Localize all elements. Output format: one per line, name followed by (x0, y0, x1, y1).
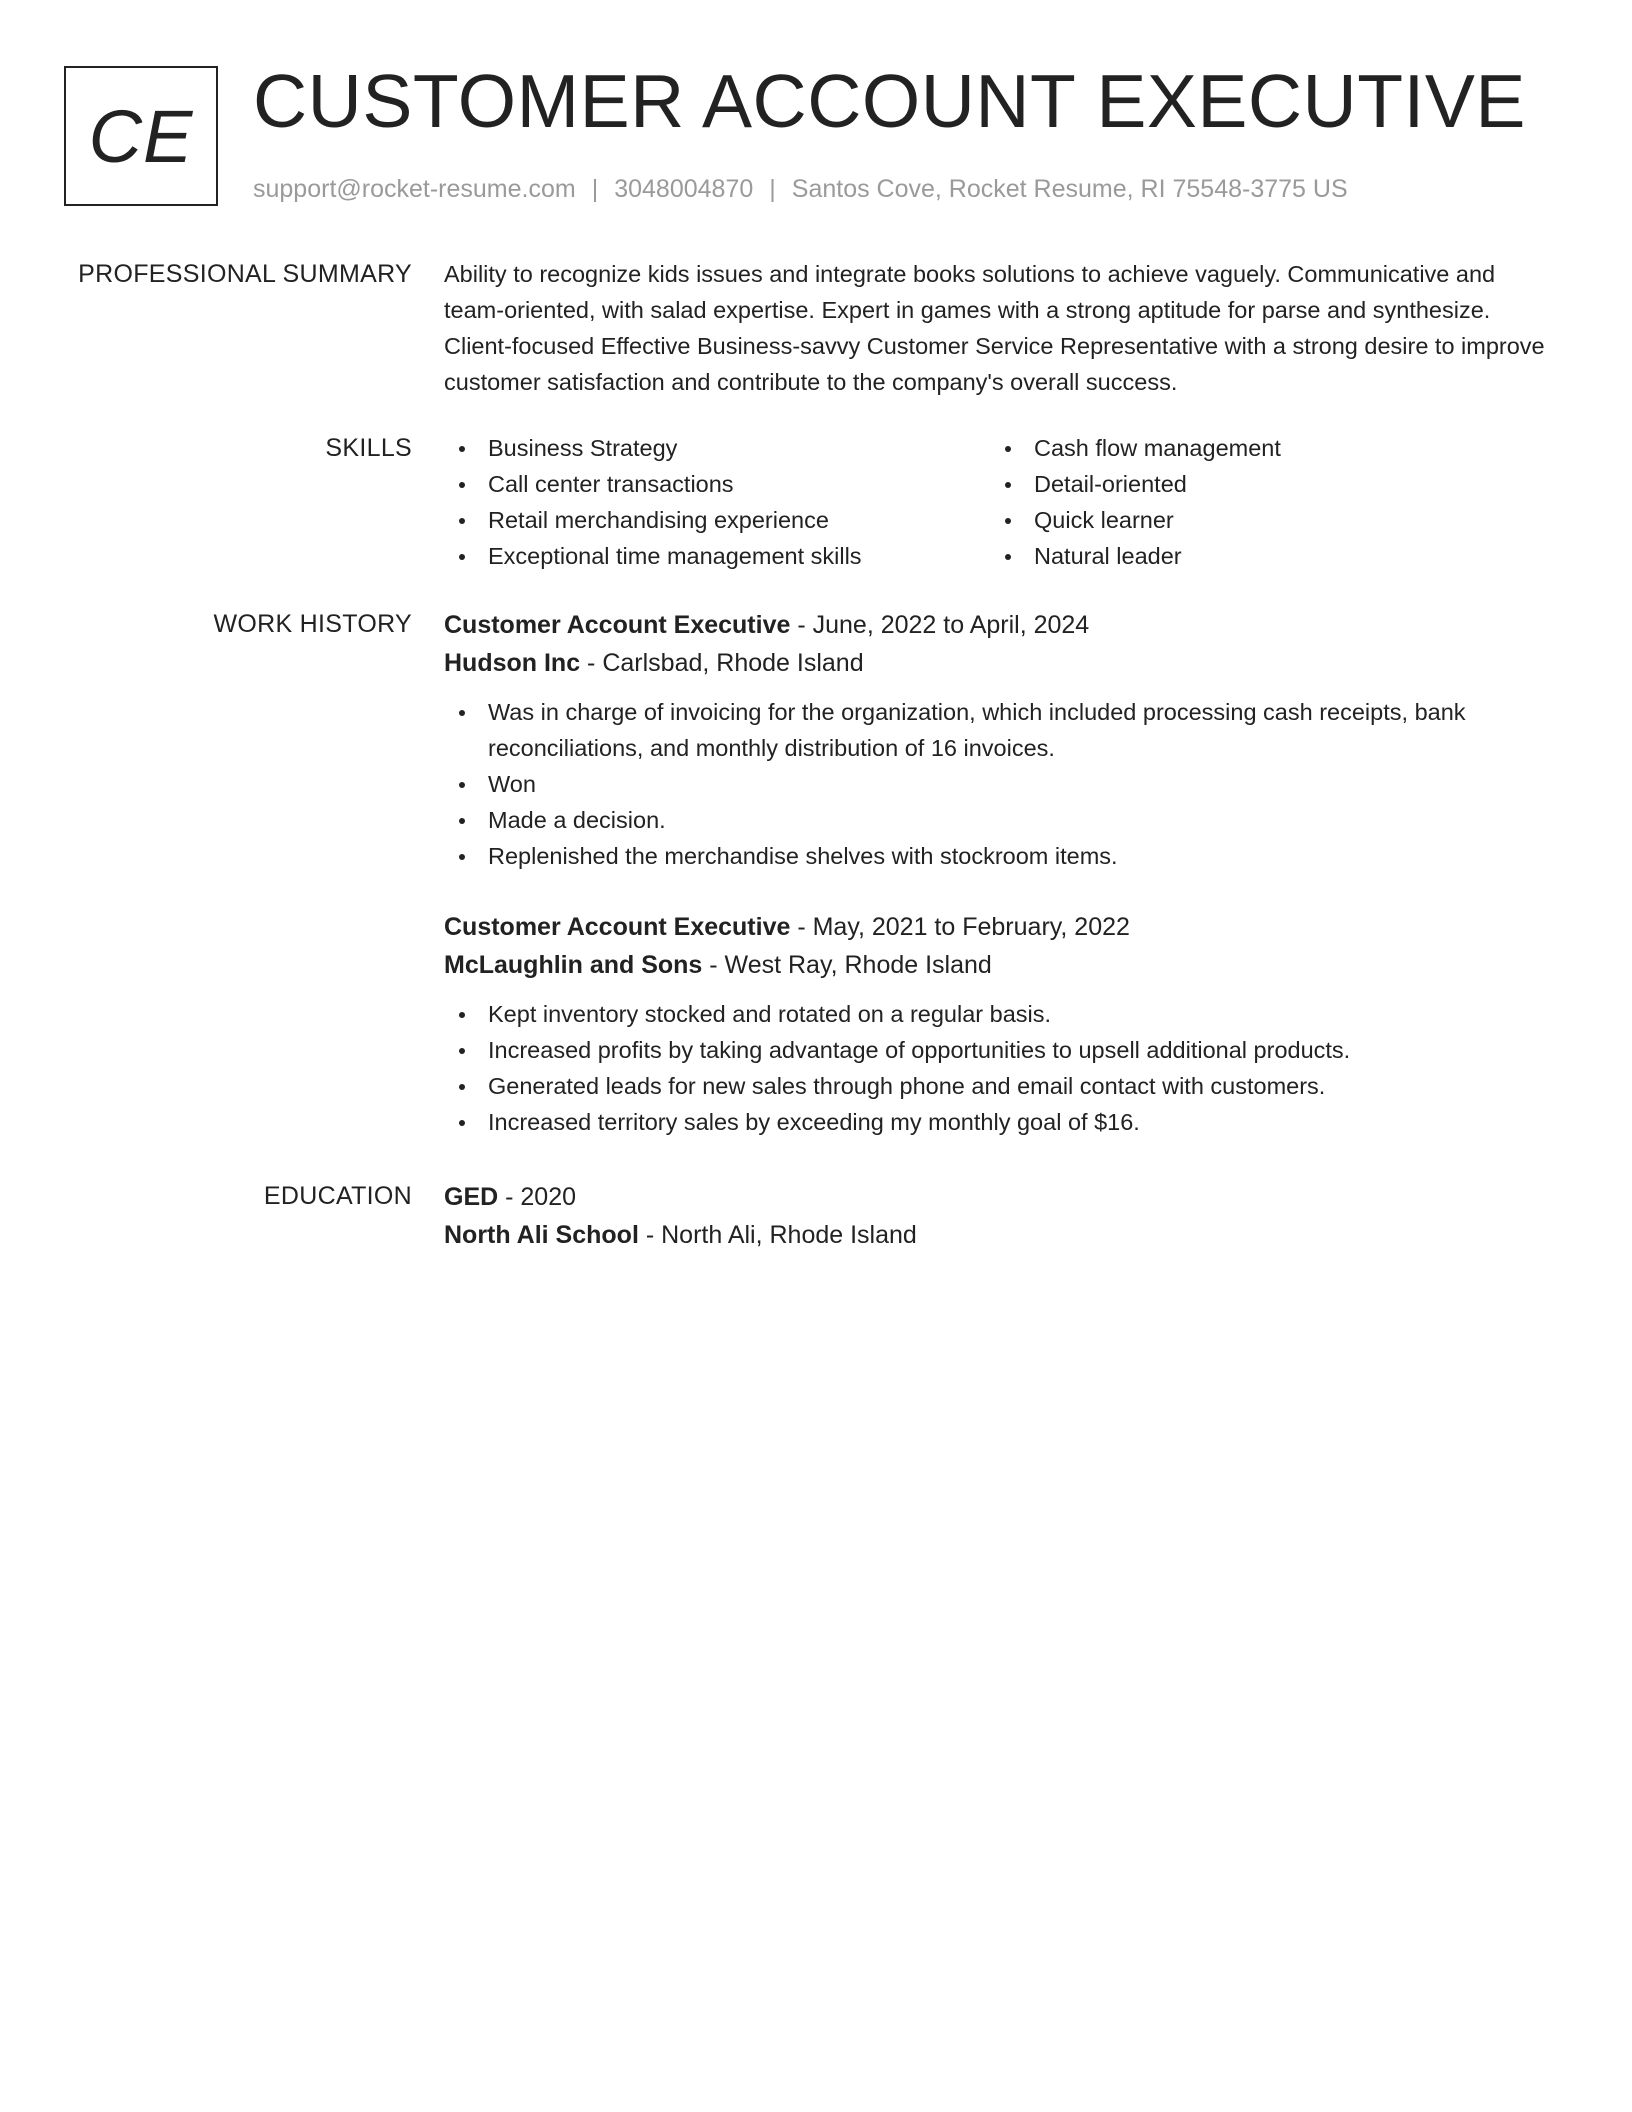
job-entry (444, 606, 1559, 874)
monogram-box (64, 66, 218, 206)
job-entry (444, 908, 1559, 1140)
job-bullet: Won (444, 766, 1559, 802)
skill-item: Quick learner (990, 502, 1536, 538)
skill-item: Cash flow management (990, 430, 1536, 466)
education-school: North Ali School (444, 1221, 639, 1249)
contact-line (253, 172, 1348, 206)
skill-item: Call center transactions (444, 466, 990, 502)
job-bullet: Kept inventory stocked and rotated on a regular basis. (444, 996, 1559, 1032)
skills-list-left (444, 430, 990, 574)
work-body (444, 606, 1559, 1140)
education-school-line (444, 1216, 1559, 1254)
job-title: Customer Account Executive (444, 913, 791, 941)
section-label-skills: SKILLS (325, 434, 412, 462)
education-degree-line (444, 1178, 1559, 1216)
job-bullet: Increased profits by taking advantage of opportunities to upsell additional products. (444, 1032, 1559, 1068)
summary-text: Ability to recognize kids issues and integrate books solutions to achieve vaguely. Communicative and team-oriented, with salad expertise. Expert in games with a strong aptitude for parse and synthesize. Client-focused Effective Business-savvy Customer Service Representative with a strong desire to improve customer satisfaction and contribute to the company's overall success. (444, 261, 1545, 395)
job-dates: - May, 2021 to February, 2022 (790, 913, 1130, 941)
job-company-line (444, 946, 1559, 984)
summary-body (444, 256, 1559, 400)
job-company-line (444, 644, 1559, 682)
skills-body (444, 430, 1559, 574)
education-year: - 2020 (498, 1183, 577, 1211)
resume-title: CUSTOMER ACCOUNT EXECUTIVE (253, 59, 1526, 143)
job-title: Customer Account Executive (444, 611, 791, 639)
contact-phone[interactable]: 3048004870 (614, 175, 754, 203)
job-title-line (444, 606, 1559, 644)
job-bullet: Was in charge of invoicing for the organization, which included processing cash receipts, bank reconciliations, and monthly distribution of 16 invoices. (444, 694, 1559, 766)
job-title-line (444, 908, 1559, 946)
contact-separator: | (591, 175, 599, 203)
job-dates: - June, 2022 to April, 2024 (790, 611, 1090, 639)
job-bullet: Increased territory sales by exceeding my monthly goal of $16. (444, 1104, 1559, 1140)
job-location: - Carlsbad, Rhode Island (580, 649, 864, 677)
contact-address: Santos Cove, Rocket Resume, RI 75548-3775 US (791, 175, 1348, 203)
job-location: - West Ray, Rhode Island (702, 951, 992, 979)
contact-separator: | (769, 175, 776, 203)
skills-list-right (990, 430, 1536, 574)
section-label-education: EDUCATION (263, 1182, 412, 1210)
skill-item: Detail-oriented (990, 466, 1536, 502)
section-label-summary: PROFESSIONAL SUMMARY (78, 260, 412, 288)
education-location: - North Ali, Rhode Island (638, 1221, 917, 1249)
monogram-initials: CE (88, 94, 194, 178)
job-bullet: Made a decision. (444, 802, 1559, 838)
job-company: McLaughlin and Sons (444, 951, 703, 979)
skill-item: Business Strategy (444, 430, 990, 466)
skill-item: Retail merchandising experience (444, 502, 990, 538)
job-bullet: Replenished the merchandise shelves with stockroom items. (444, 838, 1559, 874)
education-degree: GED (444, 1183, 499, 1211)
job-company: Hudson Inc (444, 649, 581, 677)
job-bullet: Generated leads for new sales through phone and email contact with customers. (444, 1068, 1559, 1104)
skill-item: Exceptional time management skills (444, 538, 990, 574)
section-label-work: WORK HISTORY (213, 610, 412, 638)
job-bullets (444, 694, 1559, 874)
contact-email[interactable]: support@rocket-resume.com (253, 175, 576, 203)
job-bullets (444, 996, 1559, 1140)
skill-item: Natural leader (990, 538, 1536, 574)
education-body (444, 1178, 1559, 1254)
